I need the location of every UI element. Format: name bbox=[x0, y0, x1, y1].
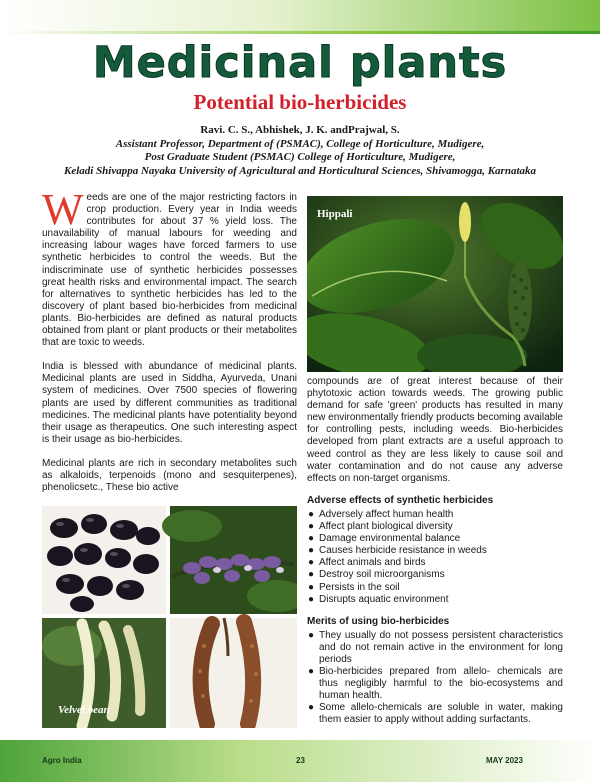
velvet-bean-illustration bbox=[42, 506, 297, 728]
bullet-icon: ● bbox=[308, 569, 315, 581]
bullet-icon: ● bbox=[308, 593, 315, 605]
merits-heading: Merits of using bio-herbicides bbox=[307, 615, 450, 627]
list-item: ● They usually do not possess persistent characteristics and do not remain active in the environment for long periods bbox=[308, 629, 563, 665]
velvet-bean-photo-collage bbox=[42, 506, 297, 728]
bullet-icon: ● bbox=[308, 581, 315, 593]
author-block bbox=[0, 124, 600, 178]
footer-magazine-name: Agro India bbox=[42, 756, 82, 765]
left-column bbox=[42, 185, 297, 506]
list-item: ● Bio-herbicides prepared from allelo- chemicals are thus negligibly harmful to the bio-ecosystems and human health. bbox=[308, 666, 563, 702]
velvet-bean-caption: Velvet bean bbox=[58, 704, 110, 716]
intro-paragraph bbox=[42, 185, 297, 349]
body-paragraph: Medicinal plants are rich in secondary metabolites such as alkaloids, terpenoids (mono and sesquiterpenes), phenolicsetc., These bio active bbox=[42, 457, 297, 494]
page-subtitle: Potential bio-herbicides bbox=[193, 90, 407, 114]
affiliation-line: Keladi Shivappa Nayaka University of Agricultural and Horticultural Sciences, Shivamogga, Karnataka bbox=[63, 164, 537, 177]
bullet-icon: ● bbox=[308, 557, 315, 569]
hippali-caption: Hippali bbox=[317, 208, 353, 220]
affiliation-line: Post Graduate Student (PSMAC) College of Horticulture, Mudigere, bbox=[144, 151, 456, 163]
adverse-effects-heading: Adverse effects of synthetic herbicides bbox=[307, 494, 494, 506]
hippali-plant-illustration bbox=[307, 196, 563, 372]
top-band-edge bbox=[0, 31, 600, 34]
bullet-icon: ● bbox=[308, 533, 315, 545]
bullet-icon: ● bbox=[308, 508, 315, 520]
footer-page-number: 23 bbox=[296, 756, 305, 765]
intro-text: eeds are one of the major restricting factors in crop production. Every year in India weeds contributes for about 37 % yield loss. The unavailability of manual labours for weeding and increasing labour wages have forced farmers to use synthetic herbicides to control the weeds. But the indiscriminate use of synthetic herbicides possesses great health risks and environmental impact. The search for alternatives to synthetic herbicides has led to the discovery of plant based bio-herbicides from medicinal plants. Bio-herbicides are defined as natural products obtained from plant or plant products or their metabolites that are toxic to weeds. bbox=[42, 192, 297, 349]
body-paragraph: India is blessed with abundance of medicinal plants. Medicinal plants are used in Siddha, Ayurveda, Unani system of medicines. Over 7500 species of flowering plants are used by different communities as traditional medicines. The medicinal plants have potentiality beyond their usage as therapeutics. One such interesting aspect is their usage as bio-herbicides. bbox=[42, 361, 297, 445]
affiliation-line: Assistant Professor, Department of (PSMAC), College of Horticulture, Mudigere, bbox=[115, 137, 485, 150]
list-item: ● Damage environmental balance bbox=[308, 533, 461, 545]
list-item: ● Causes herbicide resistance in weeds bbox=[308, 545, 487, 557]
top-decorative-band bbox=[0, 0, 600, 34]
list-item: ● Destroy soil microorganisms bbox=[308, 569, 445, 581]
merits-list bbox=[307, 630, 563, 727]
list-item: ● Affect plant biological diversity bbox=[308, 521, 453, 533]
bullet-icon: ● bbox=[308, 521, 315, 533]
adverse-effects-list bbox=[307, 509, 563, 606]
drop-cap: W bbox=[42, 185, 84, 234]
bullet-icon: ● bbox=[308, 629, 315, 641]
bullet-icon: ● bbox=[308, 545, 315, 557]
hippali-photo bbox=[307, 196, 563, 372]
list-item: ● Adversely affect human health bbox=[308, 508, 454, 520]
list-item: ● Some allelo-chemicals are soluble in water, making them easier to apply without adding surfactants. bbox=[308, 702, 563, 726]
list-item: ● Persists in the soil bbox=[308, 581, 400, 593]
right-column bbox=[307, 376, 563, 727]
list-item: ● Affect animals and birds bbox=[308, 557, 426, 569]
bullet-icon: ● bbox=[308, 702, 315, 714]
page-title: Medicinal plants bbox=[92, 38, 508, 88]
bullet-icon: ● bbox=[308, 666, 315, 678]
footer-date: MAY 2023 bbox=[486, 756, 523, 765]
body-paragraph: compounds are of great interest because of their phytotoxic action towards weeds. The growing public demand for safe 'green' products has resulted in many new environmentally friendly products becoming available for controlling pests, including weeds. Bio-herbicides developed from plant extracts are a useful approach to weed control as they are less likely to cause soil and water contamination and do not cause any adverse effects on non-target organisms. bbox=[307, 376, 563, 484]
list-item: ● Disrupts aquatic environment bbox=[308, 593, 449, 605]
author-names: Ravi. C. S., Abhishek, J. K. andPrajwal, S. bbox=[200, 124, 400, 136]
